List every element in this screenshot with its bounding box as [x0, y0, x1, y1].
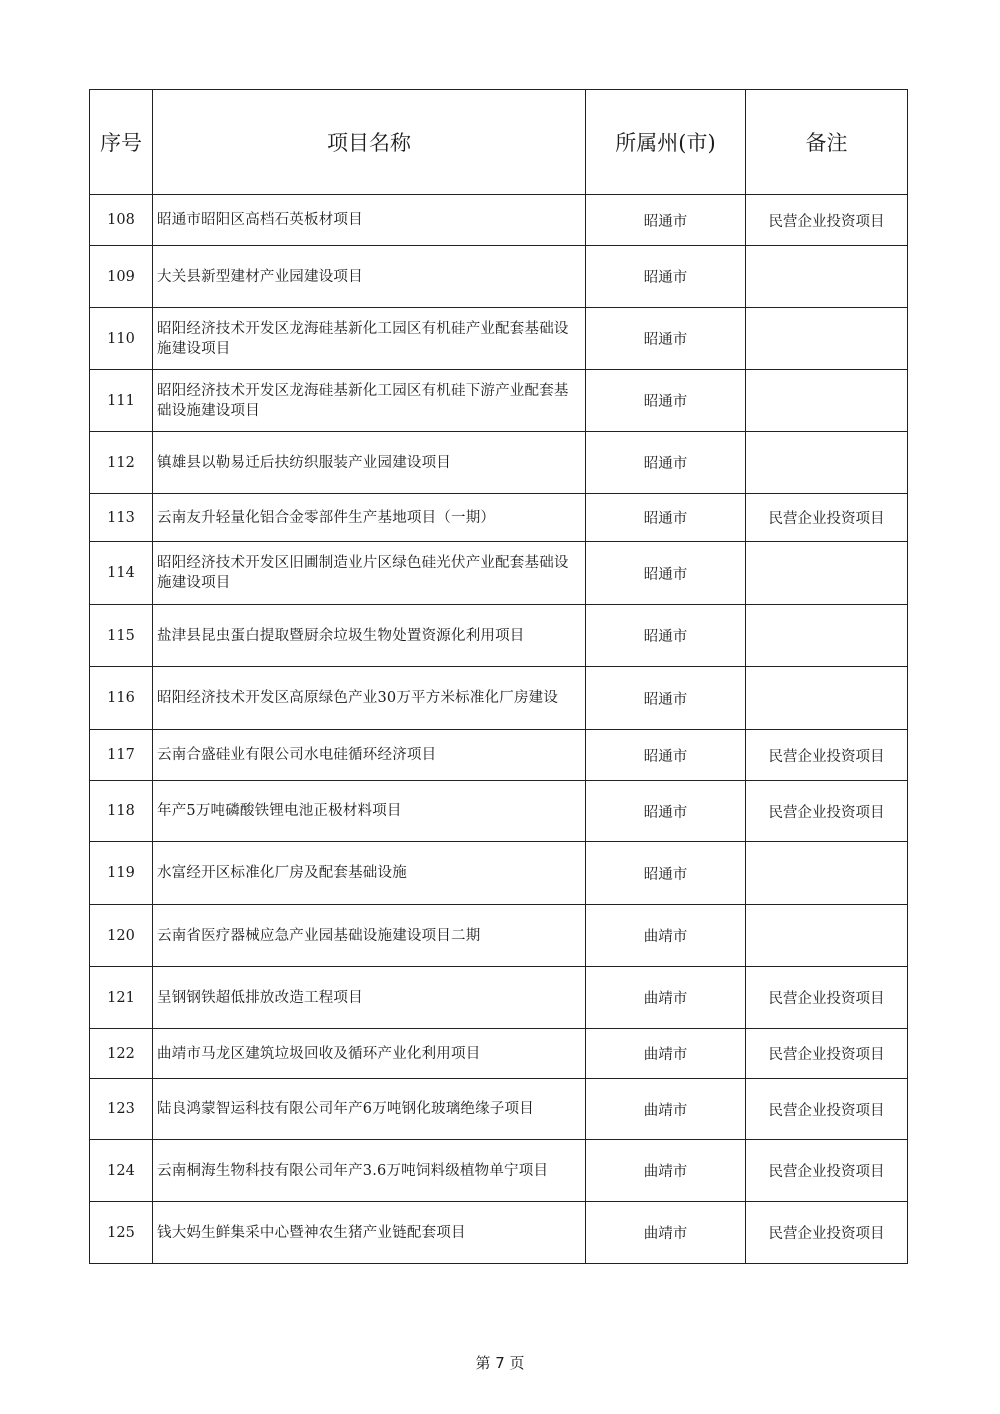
table-row: [90, 667, 908, 730]
row-city: 曲靖市: [586, 1140, 746, 1202]
table-row: [90, 370, 908, 432]
row-note: [746, 542, 908, 605]
row-city: 昭通市: [586, 432, 746, 494]
row-city: 昭通市: [586, 542, 746, 605]
project-table: [89, 89, 908, 1264]
row-city: 昭通市: [586, 370, 746, 432]
row-note: 民营企业投资项目: [746, 781, 908, 842]
table-row: [90, 842, 908, 905]
table-row: [90, 1202, 908, 1264]
row-project-name: 昭阳经济技术开发区龙海硅基新化工园区有机硅下游产业配套基础设施建设项目: [153, 370, 586, 432]
table-row: [90, 967, 908, 1029]
row-city: 昭通市: [586, 494, 746, 542]
row-project-name: 盐津县昆虫蛋白提取暨厨余垃圾生物处置资源化利用项目: [153, 605, 586, 667]
row-serial: 123: [90, 1079, 153, 1140]
row-serial: 121: [90, 967, 153, 1029]
header-serial: 序号: [90, 90, 153, 195]
row-serial: 116: [90, 667, 153, 730]
row-city: 曲靖市: [586, 1079, 746, 1140]
row-note: [746, 370, 908, 432]
table-row: [90, 1029, 908, 1079]
row-serial: 114: [90, 542, 153, 605]
table-row: [90, 542, 908, 605]
header-city: 所属州(市): [586, 90, 746, 195]
table-row: [90, 1079, 908, 1140]
row-note: 民营企业投资项目: [746, 730, 908, 781]
table-row: [90, 195, 908, 246]
page-number: 第 7 页: [475, 1354, 525, 1372]
header-project-name: 项目名称: [153, 90, 586, 195]
row-city: 曲靖市: [586, 1202, 746, 1264]
row-note: [746, 246, 908, 308]
row-project-name: 昭通市昭阳区高档石英板材项目: [153, 195, 586, 246]
table-header-row: [90, 90, 908, 195]
row-note: 民营企业投资项目: [746, 1140, 908, 1202]
table-row: [90, 730, 908, 781]
table-row: [90, 905, 908, 967]
row-project-name: 云南桐海生物科技有限公司年产3.6万吨饲料级植物单宁项目: [153, 1140, 586, 1202]
row-serial: 111: [90, 370, 153, 432]
row-city: 昭通市: [586, 246, 746, 308]
row-project-name: 曲靖市马龙区建筑垃圾回收及循环产业化利用项目: [153, 1029, 586, 1079]
row-serial: 115: [90, 605, 153, 667]
row-serial: 125: [90, 1202, 153, 1264]
row-note: [746, 667, 908, 730]
row-serial: 108: [90, 195, 153, 246]
table-row: [90, 308, 908, 370]
row-city: 昭通市: [586, 842, 746, 905]
row-project-name: 镇雄县以勒易迁后扶纺织服装产业园建设项目: [153, 432, 586, 494]
row-project-name: 水富经开区标准化厂房及配套基础设施: [153, 842, 586, 905]
row-serial: 122: [90, 1029, 153, 1079]
row-city: 昭通市: [586, 605, 746, 667]
row-project-name: 呈钢钢铁超低排放改造工程项目: [153, 967, 586, 1029]
row-city: 昭通市: [586, 667, 746, 730]
table-row: [90, 781, 908, 842]
row-project-name: 钱大妈生鲜集采中心暨神农生猪产业链配套项目: [153, 1202, 586, 1264]
table-row: [90, 1140, 908, 1202]
row-serial: 113: [90, 494, 153, 542]
row-note: 民营企业投资项目: [746, 1029, 908, 1079]
row-city: 曲靖市: [586, 967, 746, 1029]
row-city: 昭通市: [586, 195, 746, 246]
row-serial: 124: [90, 1140, 153, 1202]
table-row: [90, 432, 908, 494]
row-serial: 117: [90, 730, 153, 781]
row-city: 曲靖市: [586, 1029, 746, 1079]
row-project-name: 年产5万吨磷酸铁锂电池正极材料项目: [153, 781, 586, 842]
row-note: 民营企业投资项目: [746, 1079, 908, 1140]
row-city: 昭通市: [586, 781, 746, 842]
row-project-name: 昭阳经济技术开发区旧圃制造业片区绿色硅光伏产业配套基础设施建设项目: [153, 542, 586, 605]
row-serial: 120: [90, 905, 153, 967]
row-note: 民营企业投资项目: [746, 967, 908, 1029]
header-note: 备注: [746, 90, 908, 195]
row-note: [746, 905, 908, 967]
row-note: 民营企业投资项目: [746, 494, 908, 542]
table-row: [90, 494, 908, 542]
row-note: [746, 842, 908, 905]
row-project-name: 云南友升轻量化铝合金零部件生产基地项目（一期）: [153, 494, 586, 542]
row-project-name: 陆良鸿蒙智运科技有限公司年产6万吨钢化玻璃绝缘子项目: [153, 1079, 586, 1140]
row-city: 昭通市: [586, 730, 746, 781]
row-project-name: 昭阳经济技术开发区高原绿色产业30万平方米标准化厂房建设: [153, 667, 586, 730]
row-note: 民营企业投资项目: [746, 1202, 908, 1264]
row-project-name: 昭阳经济技术开发区龙海硅基新化工园区有机硅产业配套基础设施建设项目: [153, 308, 586, 370]
row-note: [746, 308, 908, 370]
row-note: [746, 605, 908, 667]
row-city: 昭通市: [586, 308, 746, 370]
table-body: [90, 195, 908, 1264]
table-row: [90, 605, 908, 667]
row-city: 曲靖市: [586, 905, 746, 967]
table-row: [90, 246, 908, 308]
row-serial: 109: [90, 246, 153, 308]
row-note: [746, 432, 908, 494]
row-note: 民营企业投资项目: [746, 195, 908, 246]
row-project-name: 云南省医疗器械应急产业园基础设施建设项目二期: [153, 905, 586, 967]
row-serial: 118: [90, 781, 153, 842]
row-serial: 119: [90, 842, 153, 905]
row-serial: 110: [90, 308, 153, 370]
row-project-name: 云南合盛硅业有限公司水电硅循环经济项目: [153, 730, 586, 781]
row-project-name: 大关县新型建材产业园建设项目: [153, 246, 586, 308]
row-serial: 112: [90, 432, 153, 494]
